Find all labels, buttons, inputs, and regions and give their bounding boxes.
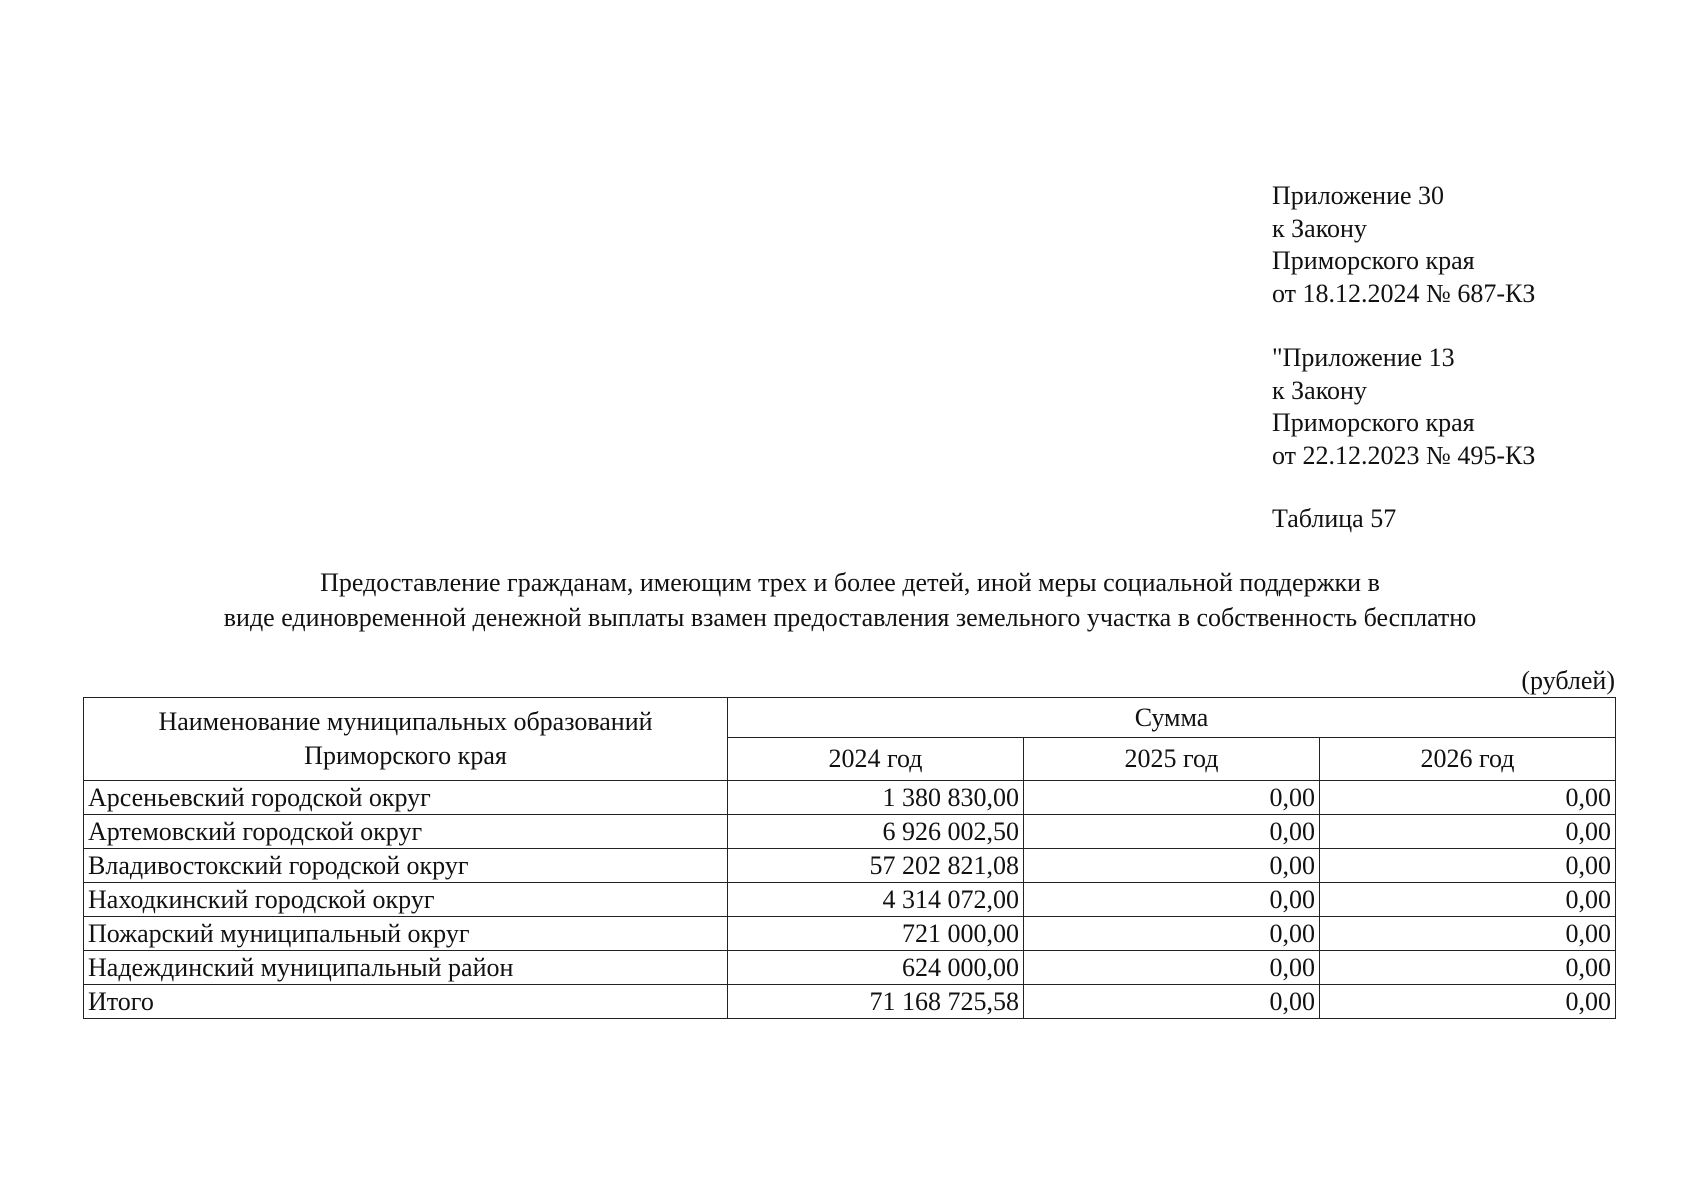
table-header-row [84,698,1616,738]
total-2024: 71 168 725,58 [728,985,1024,1019]
table-total-row [84,985,1616,1019]
appendix-line: от 22.12.2023 № 495-КЗ [1272,440,1536,470]
appendix-line: Приморского края [1272,408,1475,437]
amount-2026: 0,00 [1320,815,1616,849]
amount-2024: 721 000,00 [728,917,1024,951]
header-sum: Сумма [728,698,1616,738]
table-row [84,951,1616,985]
municipality-name: Находкинский городской округ [84,883,728,917]
amount-2025: 0,00 [1024,849,1320,883]
table-number: Таблица 57 [1272,504,1397,533]
amount-2024: 57 202 821,08 [728,849,1024,883]
amount-2025: 0,00 [1024,917,1320,951]
amount-2024: 624 000,00 [728,951,1024,985]
amount-2025: 0,00 [1024,781,1320,815]
title-line-1: Предоставление гражданам, имеющим трех и более детей, иной меры социальной поддержки в [320,568,1380,597]
amount-2025: 0,00 [1024,815,1320,849]
total-label: Итого [84,985,728,1019]
amount-2026: 0,00 [1320,951,1616,985]
amount-2024: 6 926 002,50 [728,815,1024,849]
appendix-line: от 18.12.2024 № 687-КЗ [1272,278,1536,308]
table-row [84,849,1616,883]
header-year-2026: 2026 год [1320,738,1616,781]
units-label: (рублей) [1521,666,1615,695]
header-year-2024: 2024 год [728,738,1024,781]
appendix-line: Приморского края [1272,246,1475,275]
table-row [84,917,1616,951]
amount-2024: 4 314 072,00 [728,883,1024,917]
payments-table [83,697,1616,1019]
header-municipality-line-2: Приморского края [304,741,507,770]
municipality-name: Владивостокский городской округ [84,849,728,883]
amount-2026: 0,00 [1320,883,1616,917]
appendix-line: "Приложение 13 [1272,343,1455,372]
appendix-line: к Закону [1272,213,1367,243]
appendix-line: Приложение 30 [1272,181,1445,210]
total-2025: 0,00 [1024,985,1320,1019]
total-2026: 0,00 [1320,985,1616,1019]
amount-2025: 0,00 [1024,883,1320,917]
appendix-reference-previous [1272,342,1535,472]
table-row [84,815,1616,849]
header-municipality [84,698,728,781]
header-year-2025: 2025 год [1024,738,1320,781]
appendix-reference-current [1272,180,1535,310]
amount-2026: 0,00 [1320,917,1616,951]
title-line-2: виде единовременной денежной выплаты взамен предоставления земельного участка в собственность бесплатно [223,603,1477,632]
municipality-name: Пожарский муниципальный округ [84,917,728,951]
appendix-line: к Закону [1272,375,1367,405]
municipality-name: Надеждинский муниципальный район [84,951,728,985]
amount-2025: 0,00 [1024,951,1320,985]
table-row [84,781,1616,815]
municipality-name: Артемовский городской округ [84,815,728,849]
header-municipality-line-1: Наименование муниципальных образований [158,707,653,736]
municipality-name: Арсеньевский городской округ [84,781,728,815]
amount-2024: 1 380 830,00 [728,781,1024,815]
document-title [85,565,1615,635]
table-row [84,883,1616,917]
amount-2026: 0,00 [1320,849,1616,883]
amount-2026: 0,00 [1320,781,1616,815]
